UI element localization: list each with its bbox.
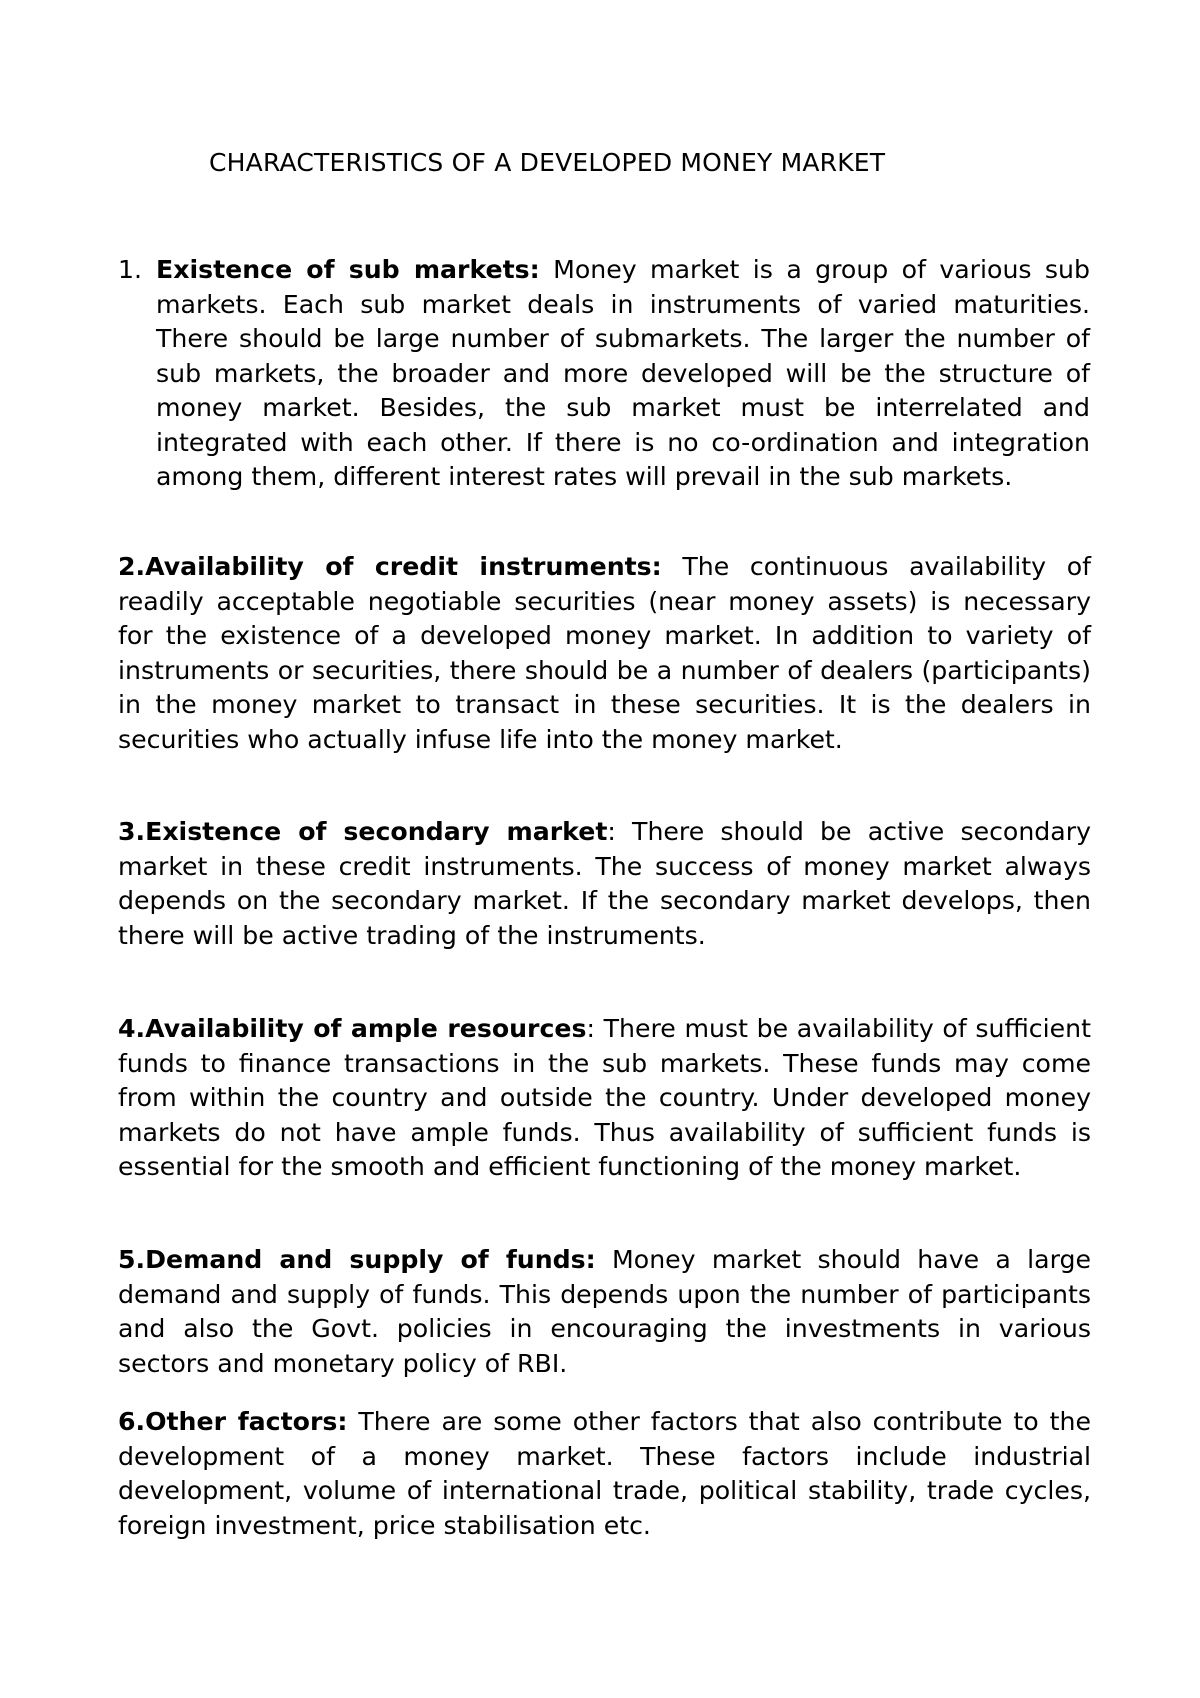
item-number: 2. — [118, 552, 146, 581]
list-item-existence-of-sub-markets — [118, 253, 1090, 495]
item-text: Money market should have a large demand and supply of funds. This depends upon the number of participants and also the Govt. policies in encouraging the investments in various sectors and monetary policy of RBI. — [118, 1245, 1091, 1378]
item-heading: Existence of secondary market — [145, 817, 608, 846]
list-item-availability-of-credit-instruments — [118, 550, 1091, 757]
item-text: There must be availability of sufficient funds to finance transactions in the sub markets. These funds may come from within the country and outside the country. Under developed money markets do not have ample funds. Thus availability of sufficient funds is essential for the smooth and efficient functioning of the money market. — [118, 1014, 1091, 1181]
list-item-demand-and-supply-of-funds — [118, 1243, 1091, 1381]
item-heading: Availability of ample resources — [145, 1014, 587, 1043]
item-number: 1. — [118, 255, 143, 284]
item-heading: Other factors: — [145, 1407, 348, 1436]
item-heading-suffix: : — [607, 817, 616, 846]
item-heading: Demand and supply of funds: — [145, 1245, 596, 1274]
item-number: 4. — [118, 1014, 146, 1043]
page-title: CHARACTERISTICS OF A DEVELOPED MONEY MARKET — [209, 148, 886, 177]
list-item-availability-of-ample-resources — [118, 1012, 1091, 1185]
item-number: 5. — [118, 1245, 146, 1274]
item-number: 3. — [118, 817, 146, 846]
item-heading: Availability of credit instruments: — [145, 552, 662, 581]
item-text: Money market is a group of various sub markets. Each sub market deals in instruments of varied maturities. There should be large number of submarkets. The larger the number of sub markets, the broader and more developed will be the structure of money market. Besides, the sub market must be interrelated and integrated with each other. If there is no co-ordination and integration among them, different interest rates will prevail in the sub markets. — [156, 255, 1090, 491]
list-item-existence-of-secondary-market — [118, 815, 1091, 953]
list-item-other-factors — [118, 1405, 1091, 1543]
item-number: 6. — [118, 1407, 146, 1436]
item-text: The continuous availability of readily acceptable negotiable securities (near money assets) is necessary for the existence of a developed money market. In addition to variety of instruments or securities, there should be a number of dealers (participants) in the money market to transact in these securities. It is the dealers in securities who actually infuse life into the money market. — [118, 552, 1091, 754]
item-heading: Existence of sub markets: — [156, 255, 540, 284]
item-heading-suffix: : — [586, 1014, 595, 1043]
item-text: There are some other factors that also contribute to the development of a money market. These factors include industrial development, volume of international trade, political stability, trade cycles, foreign investment, price stabilisation etc. — [118, 1407, 1091, 1540]
item-text: There should be active secondary market in these credit instruments. The success of money market always depends on the secondary market. If the secondary market develops, then there will be active trading of the instruments. — [118, 817, 1091, 950]
